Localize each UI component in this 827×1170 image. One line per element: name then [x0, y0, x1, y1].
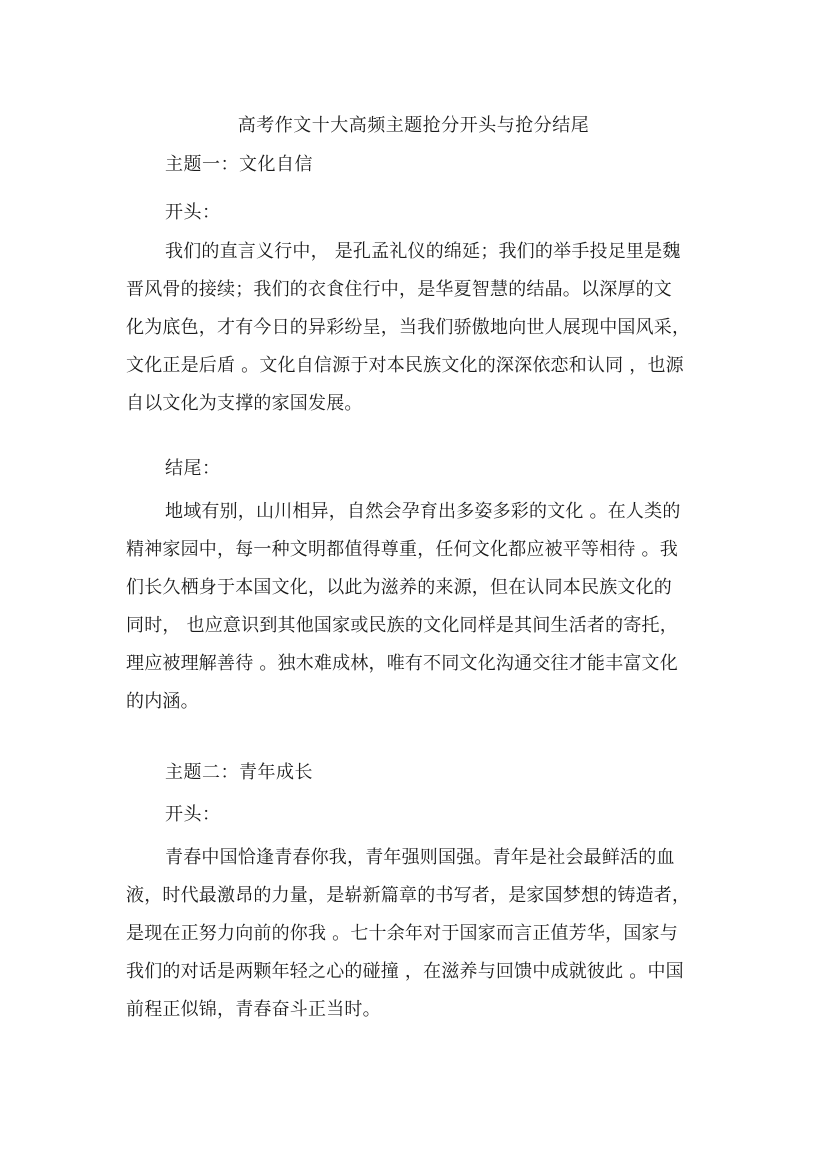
document-title: 高考作文十大高频主题抢分开头与抢分结尾 — [237, 115, 590, 136]
paragraph-line: 晋风骨的接续；我们的衣食住行中，是华夏智慧的结晶。以深厚的文 — [126, 279, 672, 300]
topic1-ending-paragraph — [126, 493, 716, 721]
paragraph-line: 是现在正努力向前的你我 。七十余年对于国家而言正值芳华，国家与 — [126, 923, 678, 944]
paragraph-line: 液，时代最激昂的力量，是崭新篇章的书写者，是家国梦想的铸造者， — [126, 885, 691, 906]
paragraph-line: 理应被理解善待 。独木难成林，唯有不同文化沟通交往才能丰富文化 — [126, 653, 678, 674]
paragraph-line: 地域有别，山川相异，自然会孕育出多姿多彩的文化 。在人类的 — [165, 501, 681, 522]
topic1-ending-label: 结尾： — [165, 458, 221, 479]
paragraph-line: 们长久栖身于本国文化，以此为滋养的来源，但在认同本民族文化的 — [126, 577, 672, 598]
paragraph-line: 化为底色，才有今日的异彩纷呈，当我们骄傲地向世人展现中国风采， — [126, 317, 691, 338]
paragraph-line: 同时， 也应意识到其他国家或民族的文化同样是其间生活者的寄托， — [126, 615, 678, 636]
paragraph-line: 文化正是后盾 。文化自信源于对本民族文化的深深依恋和认同 ，也源 — [126, 355, 684, 376]
paragraph-line: 精神家园中，每一种文明都值得尊重，任何文化都应被平等相待 。我 — [126, 539, 678, 560]
paragraph-line: 前程正似锦，青春奋斗正当时。 — [126, 999, 381, 1020]
paragraph-line: 我们的对话是两颗年轻之心的碰撞 ，在滋养与回馈中成就彼此 。中国 — [126, 961, 684, 982]
topic2-heading: 主题二：青年成长 — [165, 762, 313, 783]
paragraph-line: 的内涵。 — [126, 691, 199, 712]
topic1-opening-label: 开头： — [165, 202, 221, 223]
paragraph-line: 青春中国恰逢青春你我，青年强则国强。青年是社会最鲜活的血 — [165, 847, 675, 868]
topic2-opening-label: 开头： — [165, 804, 221, 825]
topic2-opening-paragraph — [126, 839, 716, 1029]
topic1-heading: 主题一：文化自信 — [165, 154, 313, 175]
paragraph-line: 我们的直言义行中， 是孔孟礼仪的绵延；我们的举手投足里是魏 — [165, 241, 681, 262]
paragraph-line: 自以文化为支撑的家国发展。 — [126, 393, 363, 414]
topic1-opening-paragraph — [126, 233, 716, 423]
